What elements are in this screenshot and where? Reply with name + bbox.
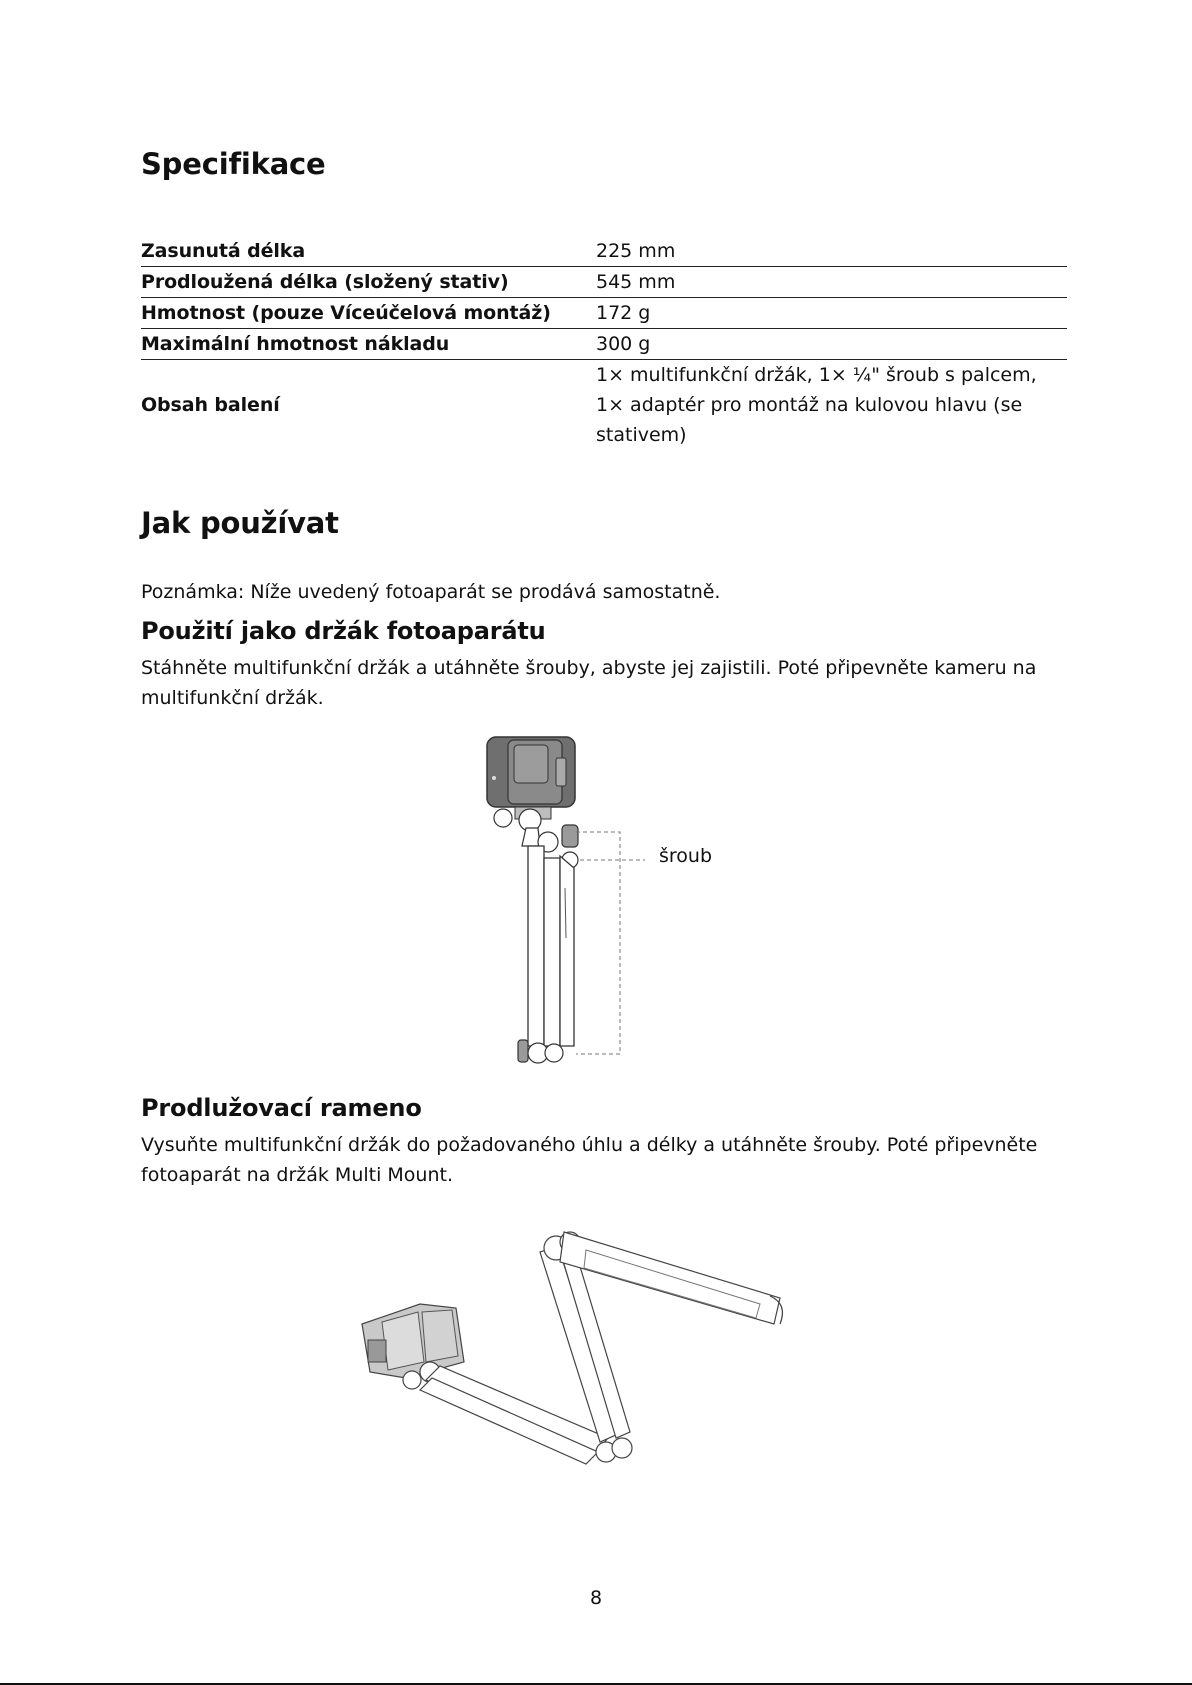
page-number: 8 bbox=[589, 1587, 603, 1609]
spec-value: 1× multifunkční držák, 1× ¼" šroub s palcem, 1× adaptér pro montáž na kulovou hlavu (se stativem) bbox=[596, 364, 1037, 446]
spec-value: 300 g bbox=[596, 329, 1067, 360]
spec-key: Maximální hmotnost nákladu bbox=[141, 329, 596, 360]
usage-title: Jak používat bbox=[141, 506, 339, 540]
extended-mount-illustration bbox=[360, 1212, 840, 1482]
spec-key: Hmotnost (pouze Víceúčelová montáž) bbox=[141, 298, 596, 329]
spec-key: Zasunutá délka bbox=[141, 236, 596, 267]
spec-title: Specifikace bbox=[141, 147, 326, 181]
spec-key: Prodloužená délka (složený stativ) bbox=[141, 267, 596, 298]
spec-row bbox=[141, 236, 1067, 267]
spec-row bbox=[141, 267, 1067, 298]
screw-label: šroub bbox=[659, 845, 713, 867]
spec-key: Obsah balení bbox=[141, 394, 280, 416]
spec-row bbox=[141, 298, 1067, 329]
spec-row bbox=[141, 360, 1067, 451]
extension-arm-figure bbox=[360, 1212, 840, 1482]
spec-table bbox=[141, 236, 1067, 450]
camera-holder-text: Stáhněte multifunkční držák a utáhněte šrouby, abyste jej zajistili. Poté připevněte kameru na multifunkční držák. bbox=[141, 657, 1037, 709]
camera-holder-figure bbox=[470, 728, 730, 1080]
usage-note: Poznámka: Níže uvedený fotoaparát se prodává samostatně. bbox=[141, 581, 721, 603]
extension-arm-text: Vysuňte multifunkční držák do požadovaného úhlu a délky a utáhněte šrouby. Poté připevněte fotoaparát na držák Multi Mount. bbox=[141, 1134, 1038, 1186]
camera-on-mount-illustration bbox=[470, 728, 730, 1080]
spec-value: 172 g bbox=[596, 298, 1067, 329]
spec-row bbox=[141, 329, 1067, 360]
spec-value: 545 mm bbox=[596, 267, 1067, 298]
extension-arm-title: Prodlužovací rameno bbox=[141, 1094, 422, 1122]
camera-holder-title: Použití jako držák fotoaparátu bbox=[141, 617, 546, 645]
spec-value: 225 mm bbox=[596, 236, 1067, 267]
